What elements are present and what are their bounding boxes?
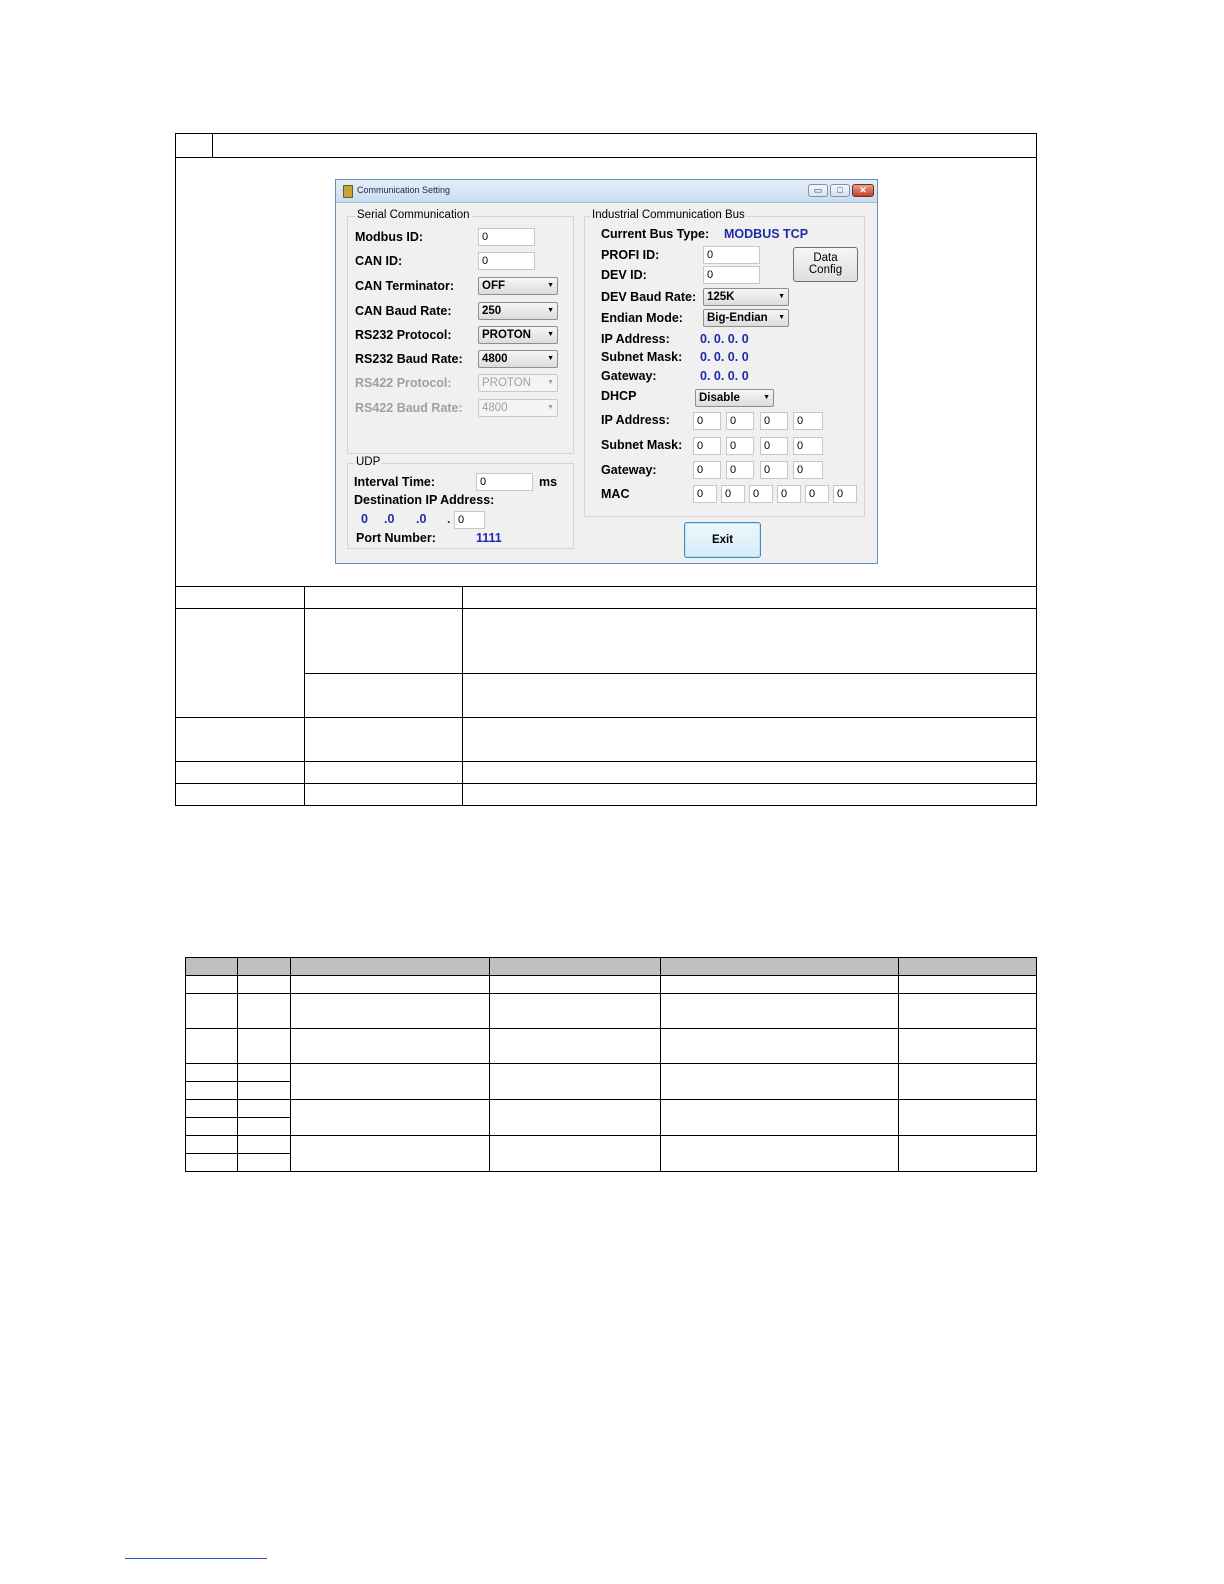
dropdown-arrow-icon: ▼ [547,282,554,289]
close-icon: ✕ [859,185,867,195]
data-config-button[interactable] [793,247,858,282]
dest-ip-octet-1: 0 [361,512,368,526]
minimize-button[interactable] [808,184,828,197]
dev-baud-select[interactable] [703,288,789,306]
endian-label: Endian Mode: [601,311,683,325]
dropdown-arrow-icon: ▼ [547,331,554,338]
current-mask-value: 0. 0. 0. 0 [700,350,749,364]
mac-byte-3-input[interactable]: 0 [749,485,773,503]
ip-address-label: IP Address: [601,413,670,427]
mac-label: MAC [601,487,630,501]
bus-type-value: MODBUS TCP [724,227,809,241]
profi-id-input[interactable]: 0 [703,246,760,264]
mac-byte-2-input[interactable]: 0 [721,485,745,503]
modbus-id-label: Modbus ID: [355,230,424,244]
can-terminator-value: OFF [482,280,505,292]
subnet-mask-label: Subnet Mask: [601,438,683,452]
gw-octet-3-input[interactable]: 0 [760,461,788,479]
interval-unit: ms [539,475,558,489]
rs422-protocol-label: RS422 Protocol: [355,376,452,390]
current-ip-label: IP Address: [601,332,670,346]
dropdown-arrow-icon: ▼ [547,404,554,411]
can-terminator-label: CAN Terminator: [355,279,455,293]
rs422-protocol-select [478,374,558,392]
mask-octet-2-input[interactable]: 0 [726,437,754,455]
gateway-label: Gateway: [601,463,657,477]
dest-ip-octet-4-input[interactable]: 0 [454,511,485,529]
communication-setting-window [335,179,878,564]
dev-id-input[interactable]: 0 [703,266,760,284]
mask-octet-3-input[interactable]: 0 [760,437,788,455]
endian-value: Big-Endian [707,312,768,324]
rs422-protocol-value: PROTON [482,377,531,389]
current-gateway-value: 0. 0. 0. 0 [700,369,749,383]
data-config-line1: Data [813,252,838,264]
interval-time-input[interactable]: 0 [476,473,533,491]
data-config-line2: Config [808,264,843,276]
dropdown-arrow-icon: ▼ [547,355,554,362]
destination-ip-label: Destination IP Address: [354,493,495,507]
dhcp-select[interactable] [695,389,774,407]
interval-time-label: Interval Time: [354,475,436,489]
udp-group-title: UDP [356,456,381,468]
port-number-value: 1111 [476,531,502,545]
rs232-protocol-label: RS232 Protocol: [355,328,452,342]
dhcp-label: DHCP [601,389,637,403]
industrial-group-title: Industrial Communication Bus [592,209,745,221]
mask-octet-4-input[interactable]: 0 [793,437,823,455]
maximize-button[interactable] [830,184,850,197]
current-ip-value: 0. 0. 0. 0 [700,332,749,346]
lower-table-header [185,957,1036,975]
mac-byte-5-input[interactable]: 0 [805,485,829,503]
port-number-label: Port Number: [356,531,436,545]
rs232-protocol-value: PROTON [482,329,531,341]
serial-group-title: Serial Communication [357,209,470,221]
dest-ip-dot: . [447,512,451,526]
ip-octet-1-input[interactable]: 0 [693,412,721,430]
dropdown-arrow-icon: ▼ [778,314,785,321]
dest-ip-octet-3: .0 [416,512,427,526]
exit-button[interactable]: Exit [684,522,761,558]
rs232-baud-value: 4800 [482,353,508,365]
gw-octet-4-input[interactable]: 0 [793,461,823,479]
rs422-baud-select [478,399,558,417]
close-button[interactable] [852,184,874,197]
mask-octet-1-input[interactable]: 0 [693,437,721,455]
current-mask-label: Subnet Mask: [601,350,683,364]
ip-octet-4-input[interactable]: 0 [793,412,823,430]
rs422-baud-value: 4800 [482,402,508,414]
mac-byte-4-input[interactable]: 0 [777,485,801,503]
ip-octet-2-input[interactable]: 0 [726,412,754,430]
rs232-protocol-select[interactable] [478,326,558,344]
endian-select[interactable] [703,309,789,327]
dev-baud-label: DEV Baud Rate: [601,290,697,304]
minimize-icon: ▭ [813,185,823,195]
current-gateway-label: Gateway: [601,369,657,383]
ip-octet-3-input[interactable]: 0 [760,412,788,430]
maximize-icon: □ [837,185,843,195]
can-id-input[interactable]: 0 [478,252,535,270]
dhcp-value: Disable [699,392,740,404]
app-icon [343,185,353,198]
rs232-baud-label: RS232 Baud Rate: [355,352,463,366]
can-baud-label: CAN Baud Rate: [355,304,452,318]
profi-id-label: PROFI ID: [601,248,660,262]
bus-type-label: Current Bus Type: [601,227,710,241]
dropdown-arrow-icon: ▼ [778,293,785,300]
dropdown-arrow-icon: ▼ [763,394,770,401]
footer-link-underline[interactable] [125,1558,267,1559]
can-baud-select[interactable] [478,302,558,320]
gw-octet-2-input[interactable]: 0 [726,461,754,479]
rs422-baud-label: RS422 Baud Rate: [355,401,463,415]
mac-byte-6-input[interactable]: 0 [833,485,857,503]
rs232-baud-select[interactable] [478,350,558,368]
window-title: Communication Setting [357,185,451,195]
dropdown-arrow-icon: ▼ [547,307,554,314]
can-baud-value: 250 [482,305,502,317]
dev-baud-value: 125K [707,291,735,303]
dev-id-label: DEV ID: [601,268,647,282]
dropdown-arrow-icon: ▼ [547,379,554,386]
can-id-label: CAN ID: [355,254,403,268]
gw-octet-1-input[interactable]: 0 [693,461,721,479]
title-bar[interactable] [336,180,877,203]
dest-ip-octet-2: .0 [384,512,395,526]
mac-byte-1-input[interactable]: 0 [693,485,717,503]
can-terminator-select[interactable] [478,277,558,295]
modbus-id-input[interactable]: 0 [478,228,535,246]
